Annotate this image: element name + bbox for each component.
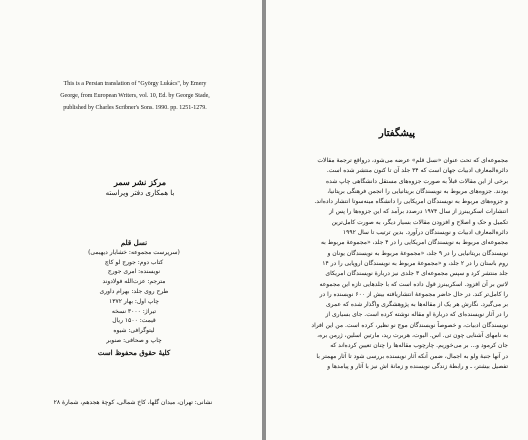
text-line: را کامل‌تر کند. در حال حاضر مجموعهٔ انتشاریافته بیش از ۶۰۰ نویسنده را در	[319, 290, 508, 298]
text-line: را در آثار نویسنده‌ای که دربارهٔ او مقاله نوشته کرده است. جای بسیاری از	[325, 311, 508, 319]
info-line: (سرپرست مجموعه: خشایار دیهیمی)	[88, 248, 180, 256]
publisher-collab: با همکاری دفتر ویراسته	[105, 189, 175, 197]
text-line: جلد منتشر کرد و سپس مجموعه‌ای ۳ جلدی نیز دربارهٔ نویسندگان امریکای	[325, 270, 508, 278]
preface-body	[286, 156, 508, 372]
text-line: و جزوه‌های مربوط به نویسندگان امریکایی را دانشگاه مینه‌سوتا انتشار داده‌اند.	[314, 198, 508, 206]
text-line: دائرةالمعارف ادبیات و نویسندگان درآورد. بدین ترتیب تا سال ۱۹۹۲	[342, 229, 508, 237]
rights-notice: کلیهٔ حقوق محفوظ است	[97, 347, 171, 357]
text-line: به نامهای آشنایی چون تی. اس. الیوت، هربرت رید، مارتین اسلین، ژرمن بره،	[317, 332, 508, 340]
text-line: نویسندگان ادبیات، و خصوصاً نویسندگان موج نو نظیر، کرده است. من این افراد	[311, 321, 508, 329]
credit-line: published by Charles Scribner's Sons. 1990. pp. 1251-1279.	[63, 105, 207, 111]
copyright-page	[0, 0, 262, 440]
credit-line: George, from European Writers, vol. 10, Ed. by George Stade,	[60, 93, 210, 99]
text-line: دائرةالمعارف ادبیات جهان است که ۳۴ جلد آن تا کنون منتشر شده است.	[326, 167, 508, 175]
info-line: طرح روی جلد: بهرام داوری	[99, 287, 169, 295]
text-line: روم باستان را در ۲ جلد، و «مجموعهٔ مربوط به نویسندگان اروپایی را در ۱۴	[322, 259, 508, 267]
info-line: لیتوگرافی: شیوه	[113, 327, 155, 335]
publisher-address: نشانی: تهران، میدان گلها، کاخ شمالی، کوچهٔ هجدهم، شمارهٔ ۲۸	[53, 399, 213, 406]
info-line: قیمت: ۱۵۰۰ ریال	[112, 317, 156, 325]
text-line: بودند. جزوه‌های مربوط به نویسندگان بریتانیایی را انجمن فرهنگی بریتانیا،	[327, 187, 508, 195]
text-line: تکمیل و حک و اصلاح و افزودن مقالات بسیار دیگر، به صورت کامل‌ترین	[331, 218, 508, 226]
text-line: تفصیل بیشتر، ـ و رابطهٔ زندگی نویسنده و زمانهٔ اش نیز با آثار و پیامدها و	[327, 362, 508, 370]
text-line: نویسندگان بریتانیایی را در ۹ جلد، «مجموعهٔ مربوط به نویسندگان یونان و	[327, 249, 508, 257]
text-line: انتشارات اسکریبنرز از سال ۱۹۷۴ درصدد برآمد که این جزوه‌ها را پس از	[329, 208, 508, 216]
book-info	[54, 238, 214, 358]
text-line: مجموعه‌ای که تحت عنوان «نسل قلم» عرضه می‌شود، درواقع ترجمهٔ مقالات	[317, 157, 508, 164]
credit-line: This is a Persian translation of "György Lukács", by Emery	[63, 81, 207, 87]
text-line: مجموعه‌ای مربوط به نویسندگان امریکایی را در ۴ جلد، «مجموعهٔ مربوط به	[320, 239, 508, 247]
info-line: کتاب دوم: جورج لو کاچ	[104, 258, 164, 266]
preface-page	[266, 0, 528, 440]
text-line: برخی از این مقالات قبلاً به صورت جزوه‌های مستقل دانشگاهی چاپ شده	[325, 177, 508, 185]
info-line: نویسنده: امری جورج	[107, 268, 161, 276]
text-line: در آنها جنبهٔ ولو به اجمال، ضمن آنکه آثار نویسنده بررسی شود تا آثار مهمتر با	[316, 352, 508, 360]
text-line: بر می‌گیرد. نگارش هر یک از مقاله‌ها به پژوهشگری واگذار شده که عمری	[325, 301, 508, 309]
series-title: نسل قلم	[120, 238, 148, 247]
info-line: مترجم: عزت‌الله فولادوند	[102, 278, 166, 286]
info-line: چاپ اول: بهار ۱۳۷۲	[109, 297, 159, 305]
info-line: تیراژ: ۳۰۰۰ نسخه	[111, 307, 157, 315]
publisher-name: مرکز نشر سمر	[113, 177, 166, 187]
translation-credit	[28, 78, 242, 114]
text-line: لاتین بر آن افزود. اسکریبنرز قول داده است که با جلدهایی تازه این مجموعه	[319, 280, 508, 288]
publisher-block	[80, 176, 200, 199]
preface-title: پیشگفتار	[378, 128, 416, 139]
text-line: جان کرمود و... بر می‌خوریم. چارچوب مقاله‌ها را چنان تعیین کرده‌اند که	[330, 342, 508, 350]
info-line: چاپ و صحافی: صنوبر	[106, 336, 162, 344]
